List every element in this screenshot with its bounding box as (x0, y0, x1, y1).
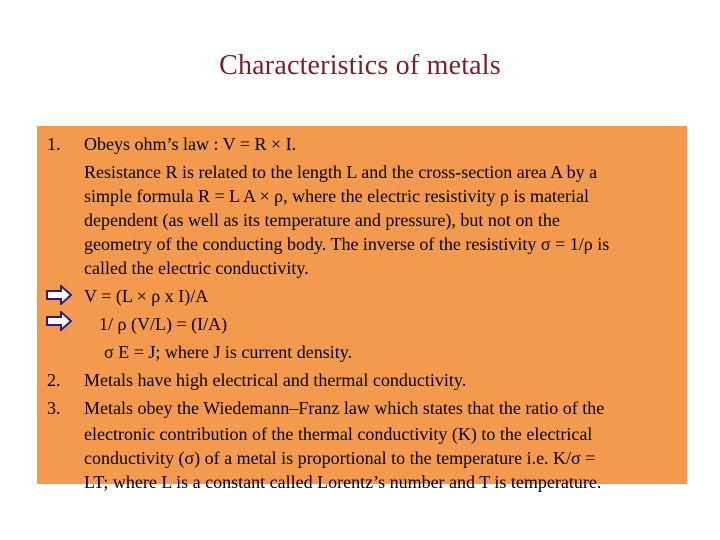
wiedemann-line-2: conductivity (σ) of a metal is proportional to the temperature i.e. K/σ = (84, 448, 596, 468)
item-number-2: 2. (47, 370, 61, 390)
wiedemann-line-3: LT; where L is a constant called Lorentz’s number and T is temperature. (84, 472, 602, 492)
right-arrow-icon (45, 311, 73, 331)
item-text-3: Metals obey the Wiedemann–Franz law which states that the ratio of the (84, 398, 605, 418)
resistance-line-5: called the electric conductivity. (84, 258, 309, 278)
resistance-line-3: dependent (as well as its temperature and pressure), but not on the (84, 210, 560, 230)
item-number-3: 3. (47, 398, 61, 418)
item-text-2: Metals have high electrical and thermal conductivity. (84, 370, 467, 390)
item-text-1: Obeys ohm’s law : V = R × I. (84, 134, 297, 154)
content-panel (37, 126, 687, 492)
derivation-line-3: σ E = J; where J is current density. (104, 342, 353, 362)
right-arrow-icon (45, 285, 73, 305)
resistance-line-1: Resistance R is related to the length L and the cross-section area A by a (84, 162, 598, 182)
item-number-1: 1. (47, 134, 61, 154)
derivation-line-1: V = (L × ρ x I)/A (84, 286, 209, 306)
wiedemann-line-1: electronic contribution of the thermal conductivity (K) to the electrical (84, 424, 593, 444)
resistance-line-4: geometry of the conducting body. The inverse of the resistivity σ = 1/ρ is (84, 234, 610, 254)
resistance-line-2: simple formula R = L A × ρ, where the electric resistivity ρ is material (84, 186, 589, 206)
derivation-line-2: 1/ ρ (V/L) = (I/A) (99, 314, 228, 334)
slide-title: Characteristics of metals (219, 50, 501, 81)
